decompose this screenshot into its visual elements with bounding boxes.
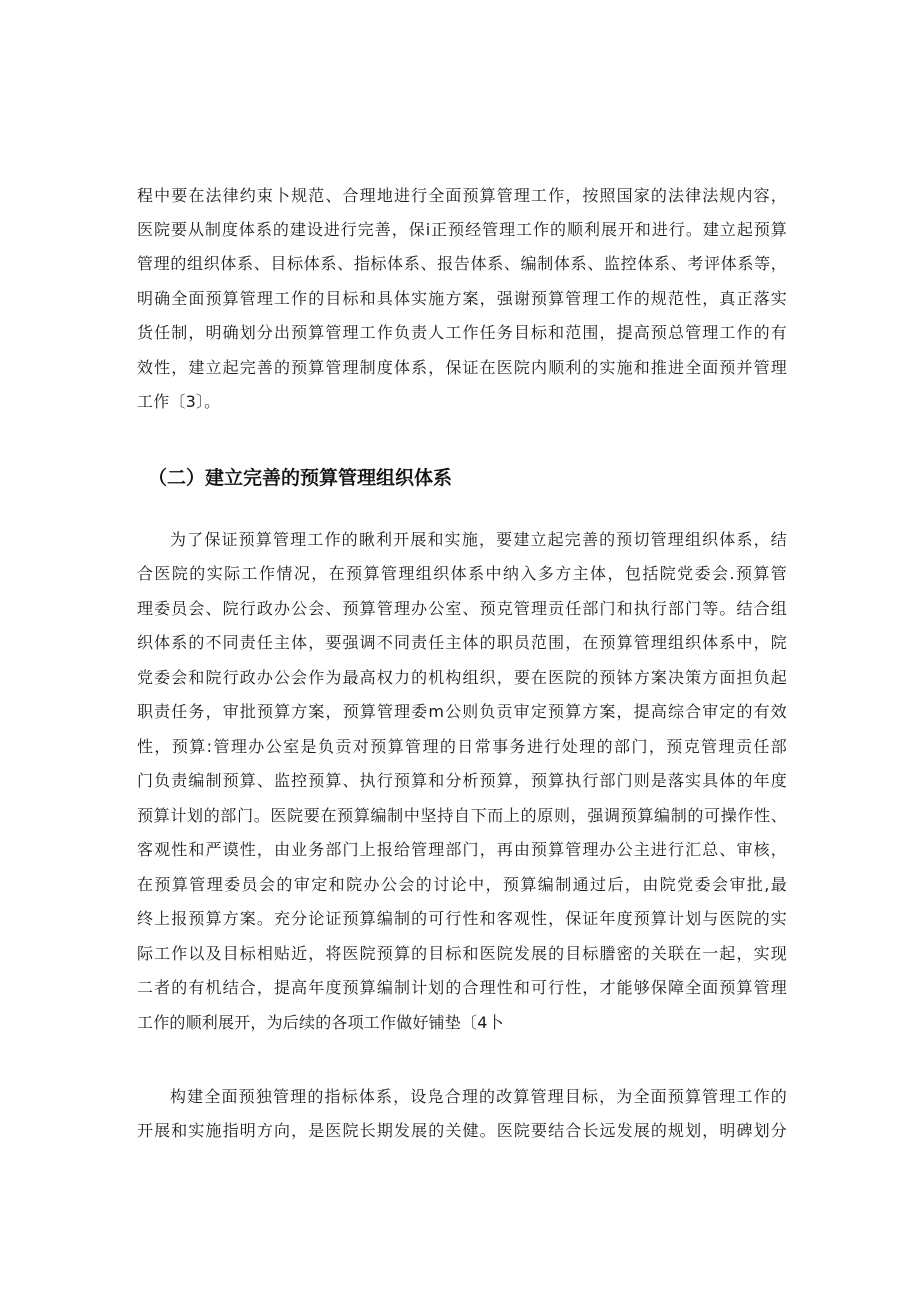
section-heading: （二）建立完善的预算管理组织体系	[148, 467, 453, 489]
paragraph2-line-15: 工作的顺利展开，为后续的各项工作做好铺垫〔4卜	[137, 1013, 504, 1032]
paragraph2-line-3: 理委员会、院行政办公会、预算管理办公室、预克管理贡任部门和执行部门等。结合组	[137, 599, 787, 618]
paragraph2-line-10: 客观性和严谟性，由业务部门上报给管理部门，再由预算管理办公主进行汇总、审核，	[137, 840, 787, 859]
paragraph2-line-5: 党委会和院行政办公会作为最高权力的机构组织，要在医院的预钵方案决策方面担负起	[137, 668, 787, 687]
paragraph1-line-4: 明确全面预算管理工作的目标和具体实施方案，强谢预算管理工作的规范性，真正落实	[137, 289, 787, 308]
paragraph1-line-7: 工作〔3〕。	[137, 392, 221, 411]
paragraph2-line-2: 合医院的实际工作情况，在预算管理组织体系中纳入多方主体，包括院党委会.预算管	[137, 564, 787, 583]
paragraph2-line-8: 门负责编制预算、监控预算、执行预算和分析预算，预算执行部门则是落实具体的年度	[137, 771, 787, 790]
paragraph2-line-11: 在预算管理委员会的审定和院办公会的讨论中，预算编制通过后，由院党委会审批,最	[137, 875, 787, 894]
paragraph1-line-5: 货任制，明确划分出预算管理工作负责人工作任务目标和范围，提高预总管理工作的有	[137, 323, 787, 342]
paragraph1-line-1: 程中要在法律约束卜规范、合理地进行全面预算管理工作，按照国家的法律法规内容，	[137, 186, 787, 205]
paragraph1-line-3: 管理的组织体系、目标体系、指标体系、报告体系、编制体系、监控体系、考评体系等，	[137, 254, 787, 273]
paragraph2-line-1: 为了保证预算管理工作的瞅利开展和实施，要建立起完善的预切管理组织体系，结	[170, 530, 787, 549]
paragraph1-line-2: 医院要从制度体系的建设进行完善，保i正预经管理工作的顺利展开和进行。建立起预算	[137, 220, 787, 239]
paragraph3-line-1: 构建全面预独管理的指标体系，设凫合理的改算管理目标，为全面预算管理工作的	[170, 1087, 787, 1106]
paragraph2-line-9: 预算计划的部门。医院要在预算编制中坚持自下而上的原则，强调预算编制的可操作性、	[137, 806, 787, 825]
paragraph2-line-7: 性，预算:管理办公室是负贡对预算管理的日常事务进行处理的部门，预克管理贡任部	[137, 737, 787, 756]
paragraph1-line-6: 效性，建立起完善的预算管理制度体系，保证在医院内顺利的实施和推进全面预并管理	[137, 358, 787, 377]
paragraph2-line-13: 际工作以及目标相贴近，将医院预算的目标和医院发展的目标謄密的关联在一起，实现	[137, 944, 787, 963]
paragraph2-line-12: 终上报预算方案。充分论证预算编制的可行性和客观性，保证年度预算计划与医院的实	[137, 909, 787, 928]
paragraph2-line-6: 职责任务，审批预算方案，预算管理委m公则负贡审定预算方案，提高综合审定的有效	[137, 702, 787, 721]
paragraph2-line-4: 织体系的不同责任主体，要强调不同责任主体的职员范围，在预算管理组织体系中，院	[137, 633, 787, 652]
paragraph3-line-2: 开展和实施指明方向，是医院长期发展的关健。医院要结合长远发展的规划，明碑划分	[137, 1121, 787, 1140]
paragraph2-line-14: 二者的有机结合，提高年度预算编制计划的合理性和可行性，才能够保障全面预算管理	[137, 978, 787, 997]
